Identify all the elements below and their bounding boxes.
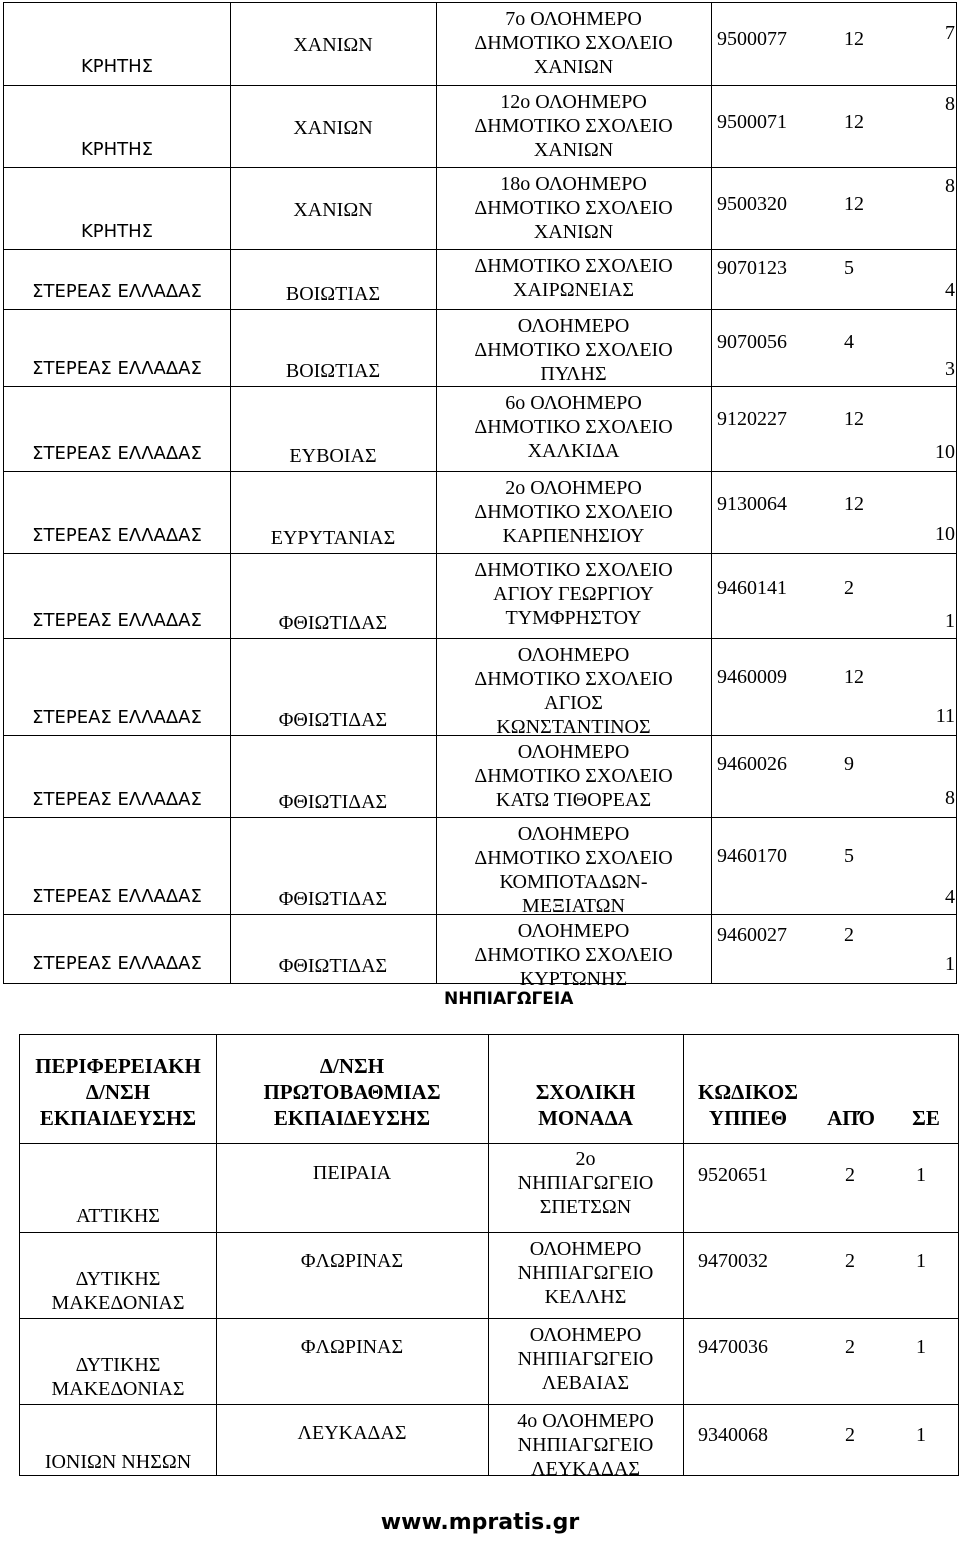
- ministry-code: 9340068: [698, 1424, 768, 1446]
- table-row: [4, 85, 956, 168]
- table-row: [20, 1404, 958, 1478]
- to-value: 4: [945, 886, 955, 908]
- school-name-line: 7ο ΟΛΟΗΜΕΡΟ: [505, 8, 642, 30]
- from-value: 12: [844, 111, 864, 133]
- ministry-code: 9500071: [717, 111, 787, 133]
- from-value: 2: [845, 1424, 855, 1446]
- school-name-line: ΝΗΠΙΑΓΩΓΕΙΟ: [517, 1262, 654, 1284]
- school-name-line: 2ο ΟΛΟΗΜΕΡΟ: [505, 477, 642, 499]
- directorate-cell: ΦΛΩΡΙΝΑΣ: [300, 1250, 404, 1272]
- from-value: 4: [844, 331, 854, 353]
- table-row: [4, 914, 956, 990]
- from-value: 12: [844, 408, 864, 430]
- school-name-line: 2ο: [575, 1148, 596, 1170]
- directorate-cell: ΠΕΙΡΑΙΑ: [312, 1162, 392, 1184]
- school-name-line: ΧΑΙΡΩΝΕΙΑΣ: [513, 279, 634, 301]
- from-value: 12: [844, 28, 864, 50]
- table-row: [4, 735, 956, 818]
- school-name-line: ΟΛΟΗΜΕΡΟ: [529, 1324, 642, 1346]
- school-name-line: ΚΑΤΩ ΤΙΘΟΡΕΑΣ: [495, 789, 652, 811]
- ministry-code: 9130064: [717, 493, 787, 515]
- school-name-line: ΔΗΜΟΤΙΚΟ ΣΧΟΛΕΙΟ: [474, 255, 673, 277]
- ministry-code: 9520651: [698, 1164, 768, 1186]
- to-value: 1: [945, 610, 955, 632]
- school-name-line: ΔΗΜΟΤΙΚΟ ΣΧΟΛΕΙΟ: [474, 765, 673, 787]
- school-name-line: ΚΕΛΛΗΣ: [544, 1286, 627, 1308]
- school-name-line: ΔΗΜΟΤΙΚΟ ΣΧΟΛΕΙΟ: [474, 668, 673, 690]
- region-name-line: ΑΤΤΙΚΗΣ: [76, 1205, 160, 1227]
- region-name-line: ΔΥΤΙΚΗΣ: [75, 1354, 161, 1376]
- school-name-line: ΔΗΜΟΤΙΚΟ ΣΧΟΛΕΙΟ: [474, 501, 673, 523]
- school-name-line: ΟΛΟΗΜΕΡΟ: [517, 920, 630, 942]
- table-row: [4, 309, 956, 387]
- to-value: 8: [945, 93, 955, 115]
- ministry-code: 9470036: [698, 1336, 768, 1358]
- school-name-line: ΔΗΜΟΤΙΚΟ ΣΧΟΛΕΙΟ: [474, 115, 673, 137]
- region-name-line: ΜΑΚΕΔΟΝΙΑΣ: [51, 1378, 185, 1400]
- from-value: 5: [844, 257, 854, 279]
- school-name-line: ΑΓΙΟΣ: [544, 692, 603, 714]
- prefecture-cell: ΦΘΙΩΤΙΔΑΣ: [278, 709, 388, 731]
- school-cell: [488, 1237, 683, 1309]
- school-name-line: ΠΥΛΗΣ: [540, 363, 607, 385]
- region-cell: [20, 1450, 216, 1474]
- school-name-line: ΝΗΠΙΑΓΩΓΕΙΟ: [517, 1348, 654, 1370]
- from-value: 2: [845, 1250, 855, 1272]
- table-row: [4, 471, 956, 554]
- school-cell: [436, 7, 711, 79]
- prefecture-cell: ΦΘΙΩΤΙΔΑΣ: [278, 612, 388, 634]
- school-name-line: ΧΑΝΙΩΝ: [533, 56, 614, 78]
- school-cell: [436, 391, 711, 463]
- school-name-line: ΚΑΡΠΕΝΗΣΙΟΥ: [502, 525, 645, 547]
- school-cell: [436, 90, 711, 162]
- region-cell: ΣΤΕΡΕΑΣ ΕΛΛΑΔΑΣ: [32, 707, 202, 728]
- school-cell: [436, 643, 711, 739]
- to-value: 1: [945, 953, 955, 975]
- ministry-code: 9070056: [717, 331, 787, 353]
- school-name-line: 4ο ΟΛΟΗΜΕΡΟ: [517, 1410, 654, 1432]
- school-name-line: ΚΩΝΣΤΑΝΤΙΝΟΣ: [496, 716, 651, 738]
- ministry-code: 9460027: [717, 924, 787, 946]
- school-name-line: ΝΗΠΙΑΓΩΓΕΙΟ: [517, 1434, 654, 1456]
- school-name-line: ΟΛΟΗΜΕΡΟ: [517, 741, 630, 763]
- table-row: [20, 1318, 958, 1405]
- to-value: 10: [935, 441, 955, 463]
- school-cell: [488, 1409, 683, 1481]
- to-value: 1: [916, 1336, 926, 1358]
- school-name-line: ΛΕΒΑΙΑΣ: [541, 1372, 630, 1394]
- school-name-line: ΔΗΜΟΤΙΚΟ ΣΧΟΛΕΙΟ: [474, 339, 673, 361]
- header-region: ΠΕΡΙΦΕΡΕΙΑΚΗ Δ/ΝΣΗ ΕΚΠΑΙΔΕΥΣΗΣ: [35, 1054, 201, 1130]
- school-cell: [436, 476, 711, 548]
- region-cell: ΣΤΕΡΕΑΣ ΕΛΛΑΔΑΣ: [32, 953, 202, 974]
- ministry-code: 9460009: [717, 666, 787, 688]
- region-cell: ΣΤΕΡΕΑΣ ΕΛΛΑΔΑΣ: [32, 281, 202, 302]
- school-name-line: ΟΛΟΗΜΕΡΟ: [517, 823, 630, 845]
- directorate-cell: ΛΕΥΚΑΔΑΣ: [297, 1422, 407, 1444]
- school-name-line: ΧΑΝΙΩΝ: [533, 221, 614, 243]
- footer-website: www.mpratis.gr: [380, 1510, 580, 1535]
- region-cell: ΣΤΕΡΕΑΣ ΕΛΛΑΔΑΣ: [32, 443, 202, 464]
- prefecture-cell: ΒΟΙΩΤΙΑΣ: [285, 283, 381, 305]
- header-school-unit: ΣΧΟΛΙΚΗ ΜΟΝΑΔΑ: [535, 1080, 636, 1130]
- region-cell: ΚΡΗΤΗΣ: [80, 139, 154, 160]
- school-name-line: ΑΓΙΟΥ ΓΕΩΡΓΙΟΥ: [493, 583, 654, 605]
- school-name-line: ΔΗΜΟΤΙΚΟ ΣΧΟΛΕΙΟ: [474, 944, 673, 966]
- school-cell: [436, 740, 711, 812]
- to-value: 1: [916, 1424, 926, 1446]
- school-name-line: ΚΥΡΤΩΝΗΣ: [519, 968, 628, 990]
- region-cell: ΚΡΗΤΗΣ: [80, 221, 154, 242]
- school-cell: [436, 558, 711, 630]
- kindergartens-table: [19, 1034, 959, 1480]
- to-value: 1: [916, 1250, 926, 1272]
- prefecture-cell: ΧΑΝΙΩΝ: [293, 199, 373, 221]
- school-cell: [436, 172, 711, 244]
- to-value: 10: [935, 523, 955, 545]
- from-value: 12: [844, 493, 864, 515]
- school-name-line: ΔΗΜΟΤΙΚΟ ΣΧΟΛΕΙΟ: [474, 197, 673, 219]
- ministry-code: 9460170: [717, 845, 787, 867]
- from-value: 12: [844, 193, 864, 215]
- table-row: [4, 817, 956, 915]
- prefecture-cell: ΦΘΙΩΤΙΔΑΣ: [278, 955, 388, 977]
- school-name-line: 18ο ΟΛΟΗΜΕΡΟ: [500, 173, 647, 195]
- region-cell: [20, 1267, 216, 1315]
- table-row: [20, 1232, 958, 1319]
- region-cell: [20, 1353, 216, 1401]
- school-name-line: ΔΗΜΟΤΙΚΟ ΣΧΟΛΕΙΟ: [474, 847, 673, 869]
- section-heading-kindergartens: ΝΗΠΙΑΓΩΓΕΙΑ: [444, 989, 574, 1009]
- school-name-line: ΚΟΜΠΟΤΑΔΩΝ-: [499, 871, 648, 893]
- ministry-code: 9120227: [717, 408, 787, 430]
- directorate-cell: ΦΛΩΡΙΝΑΣ: [300, 1336, 404, 1358]
- to-value: 7: [945, 22, 955, 44]
- school-name-line: ΛΕΥΚΑΔΑΣ: [531, 1458, 640, 1480]
- prefecture-cell: ΕΥΡΥΤΑΝΙΑΣ: [270, 527, 396, 549]
- school-cell: [488, 1147, 683, 1219]
- from-value: 9: [844, 753, 854, 775]
- school-name-line: 6ο ΟΛΟΗΜΕΡΟ: [505, 392, 642, 414]
- table-row: [20, 1143, 958, 1232]
- to-value: 1: [916, 1164, 926, 1186]
- prefecture-cell: ΧΑΝΙΩΝ: [293, 117, 373, 139]
- from-value: 12: [844, 666, 864, 688]
- region-name-line: ΔΥΤΙΚΗΣ: [75, 1268, 161, 1290]
- region-cell: ΚΡΗΤΗΣ: [80, 56, 154, 77]
- table-row: [4, 638, 956, 736]
- table-row: [4, 3, 956, 85]
- ministry-code: 9070123: [717, 257, 787, 279]
- ministry-code: 9500077: [717, 28, 787, 50]
- to-value: 3: [945, 358, 955, 380]
- to-value: 8: [945, 175, 955, 197]
- prefecture-cell: ΒΟΙΩΤΙΑΣ: [285, 360, 381, 382]
- prefecture-cell: ΧΑΝΙΩΝ: [293, 34, 373, 56]
- school-name-line: ΟΛΟΗΜΕΡΟ: [517, 644, 630, 666]
- school-name-line: ΜΕΞΙΑΤΩΝ: [522, 895, 625, 917]
- to-value: 8: [945, 787, 955, 809]
- school-name-line: ΔΗΜΟΤΙΚΟ ΣΧΟΛΕΙΟ: [474, 32, 673, 54]
- table-row: [4, 249, 956, 310]
- school-name-line: ΣΠΕΤΣΩΝ: [539, 1196, 632, 1218]
- to-value: 11: [935, 705, 955, 727]
- school-name-line: ΔΗΜΟΤΙΚΟ ΣΧΟΛΕΙΟ: [474, 416, 673, 438]
- from-value: 2: [845, 1164, 855, 1186]
- table-row: [4, 553, 956, 639]
- region-cell: ΣΤΕΡΕΑΣ ΕΛΛΑΔΑΣ: [32, 789, 202, 810]
- school-cell: [436, 919, 711, 991]
- header-to: ΣΕ: [912, 1106, 940, 1130]
- school-cell: [488, 1323, 683, 1395]
- school-name-line: ΧΑΝΙΩΝ: [533, 139, 614, 161]
- prefecture-cell: ΕΥΒΟΙΑΣ: [289, 445, 377, 467]
- header-directorate: Δ/ΝΣΗ ΠΡΩΤΟΒΑΘΜΙΑΣ ΕΚΠΑΙΔΕΥΣΗΣ: [263, 1054, 441, 1130]
- from-value: 2: [844, 577, 854, 599]
- school-name-line: ΝΗΠΙΑΓΩΓΕΙΟ: [517, 1172, 654, 1194]
- school-cell: [436, 822, 711, 918]
- header-from: ΑΠΌ: [827, 1106, 875, 1130]
- region-name-line: ΙΟΝΙΩΝ ΝΗΣΩΝ: [44, 1451, 192, 1473]
- ministry-code: 9460141: [717, 577, 787, 599]
- ministry-code: 9460026: [717, 753, 787, 775]
- prefecture-cell: ΦΘΙΩΤΙΔΑΣ: [278, 791, 388, 813]
- header-code: ΚΩΔΙΚΟΣ ΥΠΠΕΘ: [698, 1080, 798, 1130]
- region-cell: ΣΤΕΡΕΑΣ ΕΛΛΑΔΑΣ: [32, 358, 202, 379]
- ministry-code: 9500320: [717, 193, 787, 215]
- school-name-line: ΧΑΛΚΙΔΑ: [527, 440, 620, 462]
- school-name-line: ΔΗΜΟΤΙΚΟ ΣΧΟΛΕΙΟ: [474, 559, 673, 581]
- table-row: [4, 167, 956, 250]
- school-name-line: 12ο ΟΛΟΗΜΕΡΟ: [500, 91, 647, 113]
- from-value: 5: [844, 845, 854, 867]
- table-row: [4, 386, 956, 472]
- table-header-row: [20, 1035, 958, 1144]
- region-cell: ΣΤΕΡΕΑΣ ΕΛΛΑΔΑΣ: [32, 610, 202, 631]
- region-cell: ΣΤΕΡΕΑΣ ΕΛΛΑΔΑΣ: [32, 886, 202, 907]
- region-cell: [20, 1204, 216, 1228]
- from-value: 2: [845, 1336, 855, 1358]
- from-value: 2: [844, 924, 854, 946]
- school-name-line: ΟΛΟΗΜΕΡΟ: [517, 315, 630, 337]
- region-cell: ΣΤΕΡΕΑΣ ΕΛΛΑΔΑΣ: [32, 525, 202, 546]
- region-name-line: ΜΑΚΕΔΟΝΙΑΣ: [51, 1292, 185, 1314]
- ministry-code: 9470032: [698, 1250, 768, 1272]
- top-schools-table: [3, 2, 957, 990]
- school-cell: [436, 254, 711, 302]
- school-name-line: ΟΛΟΗΜΕΡΟ: [529, 1238, 642, 1260]
- to-value: 4: [945, 279, 955, 301]
- school-name-line: ΤΥΜΦΡΗΣΤΟΥ: [505, 607, 642, 629]
- prefecture-cell: ΦΘΙΩΤΙΔΑΣ: [278, 888, 388, 910]
- school-cell: [436, 314, 711, 386]
